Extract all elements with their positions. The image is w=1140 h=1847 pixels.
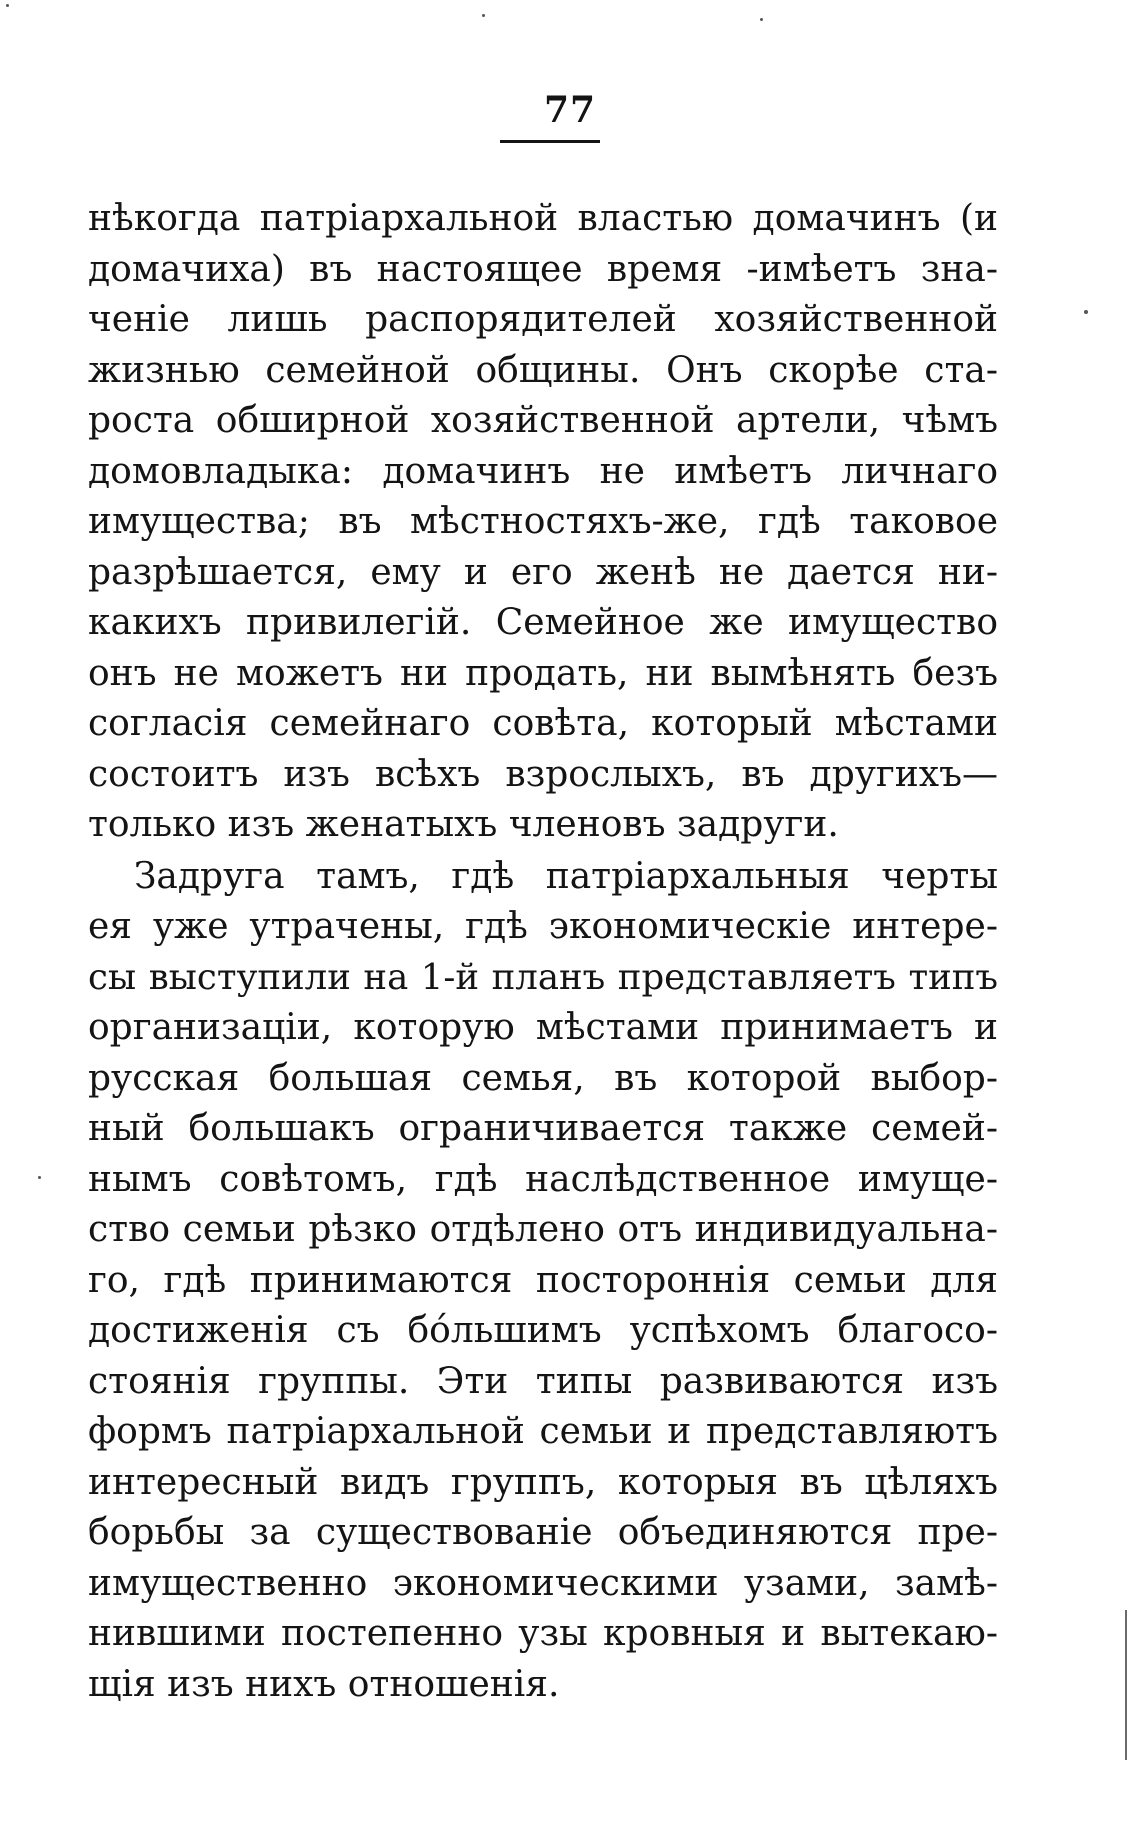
text-line: нившими постепенно узы кровныя и вытекаю-: [88, 1613, 998, 1654]
text-line: достиженія съ бо́льшимъ успѣхомъ благосо-: [88, 1310, 998, 1351]
text-line: го, гдѣ принимаются постороннія семьи для: [88, 1259, 998, 1301]
scan-speck: [760, 18, 763, 21]
page-number-rule: [500, 140, 600, 143]
text-line: домовладыка: домачинъ не имѣетъ личнаго: [88, 450, 998, 492]
text-line: нѣкогда патріархальной властью домачинъ (и: [88, 198, 998, 239]
text-line: сы выступили на 1-й планъ представляетъ типъ: [88, 956, 998, 998]
text-line: домачиха) въ настоящее время -имѣетъ зна-: [88, 248, 998, 290]
page-number: 77: [543, 89, 597, 131]
scan-edge-mark: [1125, 1610, 1127, 1760]
text-line: Задруга тамъ, гдѣ патріархальныя черты: [134, 855, 998, 897]
text-line: русская большая семья, въ которой выбор-: [88, 1057, 998, 1099]
text-line: имущественно экономическими узами, замѣ-: [88, 1562, 998, 1604]
text-line: ея уже утрачены, гдѣ экономическіе интере-: [88, 906, 998, 947]
paragraph-2: [88, 852, 998, 1711]
scan-speck: [482, 14, 485, 17]
text-line: стоянія группы. Эти типы развиваются изъ: [88, 1360, 998, 1402]
text-line: роста обширной хозяйственной артели, чѣмъ: [88, 400, 998, 441]
text-line: формъ патріархальной семьи и представляютъ: [88, 1411, 998, 1452]
text-line: ство семьи рѣзко отдѣлено отъ индивидуальна-: [88, 1209, 998, 1250]
text-line: какихъ привилегій. Семейное же имущество: [88, 602, 998, 643]
text-line: организаціи, которую мѣстами принимаетъ и: [88, 1007, 998, 1048]
paragraph-1: [88, 194, 998, 851]
text-line: онъ не можетъ ни продать, ни вымѣнять безъ: [88, 652, 998, 694]
text-line: нымъ совѣтомъ, гдѣ наслѣдственное имуще-: [88, 1158, 998, 1200]
scan-speck: [6, 4, 9, 7]
text-line: жизнью семейной общины. Онъ скорѣе ста-: [88, 349, 998, 391]
text-line: ченіе лишь распорядителей хозяйственной: [88, 299, 998, 340]
text-line: имущества; въ мѣстностяхъ-же, гдѣ таковое: [88, 501, 998, 542]
text-line: ный большакъ ограничивается также семей-: [88, 1108, 998, 1149]
scan-speck: [38, 1176, 41, 1179]
scan-speck: [1084, 310, 1088, 314]
text-line: только изъ женатыхъ членовъ задруги.: [88, 804, 839, 845]
text-line: борьбы за существованіе объединяются пре-: [88, 1512, 998, 1553]
text-line: интересный видъ группъ, которыя въ цѣляхъ: [88, 1461, 998, 1503]
text-line: щія изъ нихъ отношенія.: [88, 1663, 560, 1705]
text-line: состоитъ изъ всѣхъ взрослыхъ, въ другихъ—: [88, 753, 998, 795]
text-line: разрѣшается, ему и его женѣ не дается ни-: [88, 551, 998, 593]
text-line: согласія семейнаго совѣта, который мѣстами: [88, 703, 998, 744]
body-text: [88, 194, 998, 1710]
